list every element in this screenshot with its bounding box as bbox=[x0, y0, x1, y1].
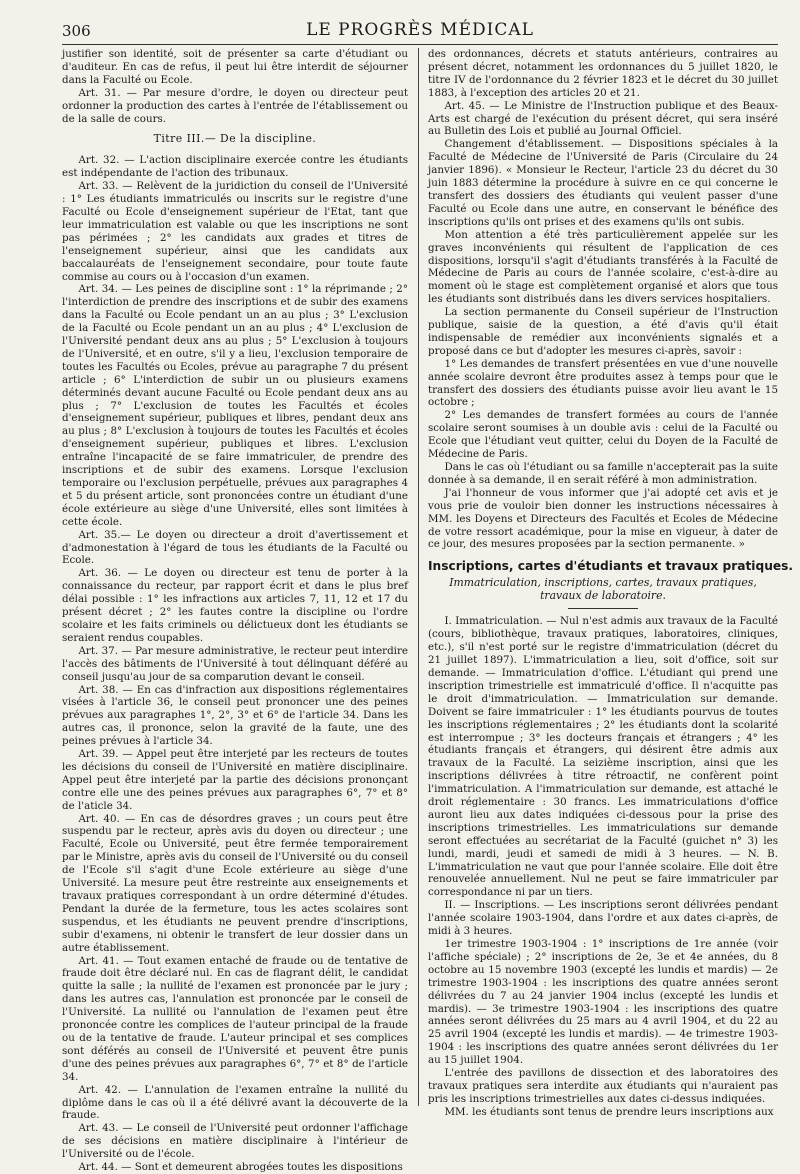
article-45: Art. 45. — Le Ministre de l'Instruction publique et des Beaux-Arts est chargé de l'exécution du présent décret, qui sera inséré au Bulletin des Lois et publié au Journal Officiel. bbox=[428, 99, 778, 138]
article-42: Art. 42. — L'annulation de l'examen entraîne la nullité du diplôme dans le cas où il a été délivré avant la découverte de la fraude. bbox=[62, 1083, 408, 1122]
paragraph: La section permanente du Conseil supérieur de l'Instruction publique, saisie de la question, a été d'avis qu'il était indispensable de remédier aux inconvénients signalés et a proposé dans ce but d'adopter les mesures ci-après, savoir : bbox=[428, 306, 778, 357]
paragraph: Mon attention a été très particulièrement appelée sur les graves inconvénients qui résultent de l'application de ces dispositions, lorsqu'il s'agit d'étudiants transférés à la Faculté de Médecine de Paris au cours de l'année scolaire, c'est-à-dire au moment où le stage est complètement organisé et alors que tous les étudiants sont distribués dans les divers services hospitaliers. bbox=[428, 228, 778, 306]
column-divider bbox=[418, 48, 419, 1106]
section-subtitle: Immatriculation, inscriptions, cartes, travaux pratiques, travaux de laboratoire. bbox=[449, 576, 757, 603]
paragraph: J'ai l'honneur de vous informer que j'ai adopté cet avis et je vous prie de vouloir bien donner les instructions nécessaires à MM. les Doyens et Directeurs des Facultés et Ecoles de Médecine de votre ressort académique, pour la mise en vigueur, à dater de ce jour, des mesures proposées par la section permanente. » bbox=[428, 486, 778, 551]
article-35: Art. 35.— Le doyen ou directeur a droit d'avertissement et d'admonestation à l'égard de tous les étudiants de la Faculté ou Ecole. bbox=[62, 528, 408, 567]
paragraph-inscriptions: II. — Inscriptions. — Les inscriptions seront délivrées pendant l'année scolaire 1903-1904, dans l'ordre et aux dates ci-après, de midi à 3 heures. bbox=[428, 899, 778, 938]
paragraph: Dans le cas où l'étudiant ou sa famille n'accepterait pas la suite donnée à sa demande, il en serait référé à mon administration. bbox=[428, 461, 778, 486]
paragraph: justifier son identité, soit de présenter sa carte d'étudiant ou d'auditeur. En cas de refus, il peut lui être interdit de séjourner dans la Faculté ou Ecole. bbox=[62, 48, 408, 86]
right-column bbox=[428, 48, 794, 1118]
article-37: Art. 37. — Par mesure administrative, le recteur peut interdire l'accès des bâtiments de l'Université à tout délinquant déféré au conseil jusqu'au jour de sa comparution devant le conseil. bbox=[62, 644, 408, 683]
article-36: Art. 36. — Le doyen ou directeur est tenu de porter à la connaissance du recteur, par rapport écrit et dans le plus bref délai possible : 1° les infractions aux articles 7, 11, 12 et 17 du présent décret ; 2° les fautes contre la discipline ou l'ordre scolaire et les faits criminels ou délictueux dont les étudiants se seraient rendus coupables. bbox=[62, 567, 408, 644]
paragraph: MM. les étudiants sont tenus de prendre leurs inscriptions aux bbox=[444, 1105, 774, 1118]
article-39: Art. 39. — Appel peut être interjeté par les recteurs de toutes les décisions du conseil de l'Université en matière disciplinaire. Appel peut être interjeté par la partie des décisions prononçant contre elle une des peines prévues aux paragraphes 6°, 7° et 8° de l'aticle 34. bbox=[62, 748, 408, 812]
paragraph-changement-etablissement: Changement d'établissement. — Dispositions spéciales à la Faculté de Médecine de l'Université de Paris (Circulaire du 24 janvier 1896). « Monsieur le Recteur, l'article 23 du décret du 30 juin 1883 détermine la procédure à suivre en ce qui concerne le transfert des dossiers des étudiants qui veulent passer d'une Faculté ou Ecole dans une autre, en conservant le bénéfice des inscriptions qu'ils ont prises et des examens qu'ils ont subis. bbox=[428, 138, 778, 228]
running-title: LE PROGRÈS MÉDICAL bbox=[306, 20, 534, 40]
section-title: Inscriptions, cartes d'étudiants et travaux pratiques. bbox=[428, 559, 794, 574]
page-number: 306 bbox=[62, 22, 91, 40]
article-40: Art. 40. — En cas de désordres graves ; un cours peut être suspendu par le recteur, après avis du doyen ou directeur ; une Faculté, Ecole ou Université, peut être fermée temporairement par le Ministre, après avis du conseil de l'Université ou du conseil de l'Ecole s'il s'agit d'une Ecole extérieure au siège d'une Université. La mesure peut être restreinte aux enseignements et travaux pratiques correspondant à un ordre déterminé d'études. Pendant la durée de la fermeture, tous les actes scolaires sont suspendus, et les étudiants ne peuvent prendre d'inscriptions, subir d'examens, ni obtenir le transfert de leur dossier dans un autre établissement. bbox=[62, 812, 408, 954]
article-31: Art. 31. — Par mesure d'ordre, le doyen ou directeur peut ordonner la production des cartes à l'entrée de l'établissement ou de la salle de cours. bbox=[62, 86, 408, 125]
article-33: Art. 33. — Relèvent de la juridiction du conseil de l'Université : 1° Les étudiants immatriculés ou inscrits sur le registre d'une Faculté ou Ecole d'enseignement supérieur de l'Etat, tant que leur immatriculation est valable ou que les inscriptions ne sont pas périmées ; 2° les candidats aux grades et titres de l'enseignement supérieur, ainsi que les candidats aux baccalauréats de l'enseignement secondaire, pour toute faute commise au cours ou à l'occasion d'un examen. bbox=[62, 180, 408, 283]
paragraph-trimestres: 1er trimestre 1903-1904 : 1° inscriptions de 1re année (voir l'affiche spéciale) ; 2° inscriptions de 2e, 3e et 4e années, du 8 octobre au 15 novembre 1903 (excepté les lundis et mardis) — 2e trimestre 1903-1904 : les inscriptions des quatre années seront délivrées du 7 au 24 janvier 1904 inclus (excepté les lundis et mardis). — 3e trimestre 1903-1904 : les inscriptions des quatre années seront délivrées du 25 mars au 4 avril 1904, et du 22 au 25 avril 1904 (excepté les lundis et mardis). — 4e trimestre 1903-1904 : les inscriptions des quatre années seront délivrées du 1er au 15 juillet 1904. bbox=[428, 938, 778, 1067]
section-heading-titre-iii: Titre III.— De la discipline. bbox=[153, 132, 317, 146]
divider bbox=[568, 608, 638, 609]
article-43: Art. 43. — Le conseil de l'Université peut ordonner l'affichage de ses décisions en matière disciplinaire à l'intérieur de l'Université ou de l'école. bbox=[62, 1122, 408, 1161]
paragraph: 1° Les demandes de transfert présentées en vue d'une nouvelle année scolaire devront être produites assez à temps pour que le transfert des dossiers des étudiants puisse avoir lieu avant le 15 octobre ; bbox=[428, 357, 778, 409]
article-41: Art. 41. — Tout examen entaché de fraude ou de tentative de fraude doit être déclaré nul. En cas de flagrant délit, le candidat quitte la salle ; la nullité de l'examen est prononcée par le jury ; dans les autres cas, l'annulation est prononcée par le conseil de l'Université. La nullité ou l'annulation de l'examen peut être prononcée contre les complices de l'auteur principal de la fraude ou de la tentative de fraude. L'auteur principal et ses complices sont déférés au conseil de l'Université et peuvent être punis d'une des peines prévues aux paragraphes 6°, 7° et 8° de l'article 34. bbox=[62, 954, 408, 1083]
article-38: Art. 38. — En cas d'infraction aux dispositions réglementaires visées à l'article 36, le conseil peut prononcer une des peines prévues aux paragraphes 1°, 2°, 3° et 6° de l'article 34. Dans les autres cas, il prononce, selon la gravité de la faute, une des peines prévues à l'article 34. bbox=[62, 683, 408, 748]
paragraph: 2° Les demandes de transfert formées au cours de l'année scolaire seront soumises à un double avis : celui de la Faculté ou Ecole que l'étudiant veut quitter, celui du Doyen de la Faculté de Médecine de Paris. bbox=[428, 409, 778, 461]
article-32: Art. 32. — L'action disciplinaire exercée contre les étudiants est indépendante de l'action des tribunaux. bbox=[62, 154, 408, 180]
left-column bbox=[62, 48, 408, 1174]
article-44: Art. 44. — Sont et demeurent abrogées toutes les dispositions bbox=[78, 1161, 403, 1174]
article-34: Art. 34. — Les peines de discipline sont : 1° la réprimande ; 2° l'interdiction de prendre des inscriptions et de subir des examens dans la Faculté ou Ecole pendant un an au plus ; 3° L'exclusion de la Faculté ou Ecole pendant un an au plus ; 4° L'exclusion de l'Université pendant deux ans au plus ; 5° L'exclusion à toujours de l'Université, et en outre, s'il y a lieu, l'exclusion temporaire de toutes les Facultés ou Ecoles, prévue au paragraphe 7 du présent article ; 6° L'interdiction de subir un ou plusieurs examens déterminés devant aucune Faculté ou Ecole pendant deux ans au plus ; 7° L'exclusion de toutes les Facultés et écoles d'enseignement supérieur, publiques et libres, pendant deux ans au plus ; 8° L'exclusion à toujours de toutes les Facultés et écoles d'enseignement supérieur, publiques et libres. L'exclusion entraîne l'incapacité de se faire immatriculer, de prendre des inscriptions et de subir des examens. Lorsque l'exclusion temporaire ou l'exclusion perpétuelle, prévues aux paragraphes 4 et 5 du présent article, sont prononcées contre un étudiant d'une école extérieure au siège d'une Université, elles sont limitées à cette école. bbox=[62, 283, 408, 528]
paragraph: L'entrée des pavillons de dissection et des laboratoires des travaux pratiques sera interdite aux étudiants qui n'auraient pas pris les inscriptions trimestrielles aux dates ci-dessus indiquées. bbox=[428, 1067, 778, 1105]
page-header bbox=[62, 20, 778, 45]
paragraph-immatriculation: I. Immatriculation. — Nul n'est admis aux travaux de la Faculté (cours, bibliothèque, travaux pratiques, laboratoires, cliniques, etc.), s'il n'est porté sur le registre d'immatriculation (décret du 21 juillet 1897). L'immatriculation a lieu, soit d'office, soit sur demande. — Immatriculation d'office. L'étudiant qui prend une inscription trimestrielle est immatriculé d'office. Il n'acquitte pas le droit d'immatriculation. — Immatriculation sur demande. Doivent se faire immatriculer : 1° les étudiants pourvus de toutes les inscriptions réglementaires ; 2° les étudiants dont la scolarité est interrompue ; 3° les docteurs français et étrangers ; 4° les étudiants français et étrangers, qui désirent être admis aux travaux de la Faculté. La seizième inscription, ainsi que les inscriptions délivrées à titre rétroactif, ne confèrent point l'immatriculation. A l'immatriculation sur demande, est attaché le droit réglementaire : 30 francs. Les immatriculations d'office auront lieu aux dates indiquées ci-dessous pour la prise des inscriptions trimestrielles. Les immatriculations sur demande seront effectuées au secrétariat de la Faculté (guichet n° 3) les lundi, mardi, jeudi et samedi de midi à 3 heures. — N. B. L'immatriculation ne vaut que pour l'année scolaire. Elle doit être renouvelée annuellement. Nul ne peut se faire immatriculer par correspondance ni par un tiers. bbox=[428, 615, 778, 899]
paragraph: des ordonnances, décrets et statuts antérieurs, contraires au présent décret, notamment les ordonnances du 5 juillet 1820, le titre IV de l'ordonnance du 2 février 1823 et le décret du 30 juillet 1883, à l'exception des articles 20 et 21. bbox=[428, 48, 778, 99]
